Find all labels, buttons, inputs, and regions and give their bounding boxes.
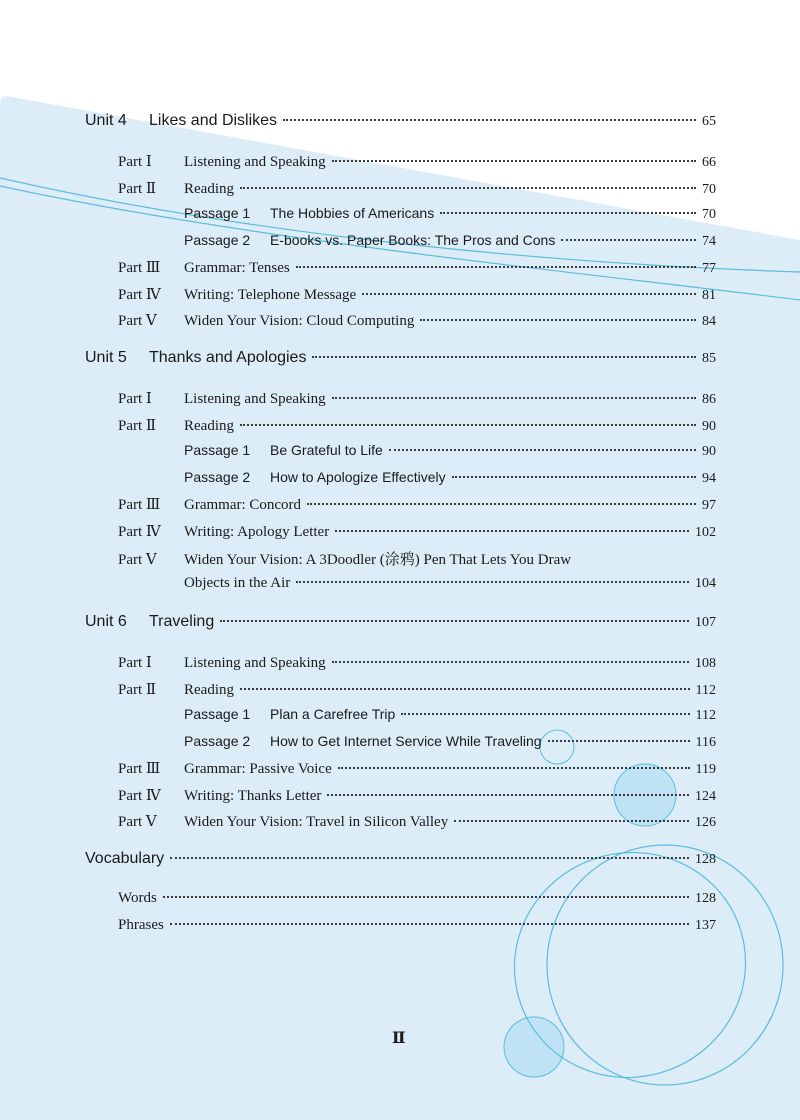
passage-title: How to Get Internet Service While Traveling [270,732,542,749]
dot-leader [389,449,696,451]
dot-leader [240,187,696,189]
dot-leader [170,923,689,925]
passage-entry[interactable] [184,232,716,250]
vocabulary-entry-title: Words [118,890,157,906]
part-entry[interactable] [118,389,716,408]
dot-leader [283,119,696,121]
passage-label: Passage 2 [184,231,251,248]
page-ref: 107 [695,615,716,630]
part-label: Part Ⅴ [118,313,157,329]
part-title: Widen Your Vision: Travel in Silicon Valley [184,814,449,830]
part-entry[interactable] [118,759,716,778]
page-number: Ⅱ [392,1030,406,1047]
part-title: Reading [184,417,234,434]
part-title: Widen Your Vision: A 3Doodler (涂鸦) Pen That Lets You Draw [184,552,572,568]
part-title: Grammar: Concord [184,497,302,513]
dot-leader [338,767,690,769]
page-ref: 104 [695,575,716,591]
part-entry[interactable] [118,548,716,569]
passage-title: Be Grateful to Life [270,442,383,458]
part-title: Writing: Apology Letter [184,523,330,540]
part-entry[interactable] [118,258,716,277]
page-ref: 124 [695,788,716,804]
part-entry[interactable] [118,522,716,541]
unit-heading[interactable] [85,349,716,367]
vocabulary-heading[interactable] [85,850,716,868]
part-entry[interactable] [118,786,716,805]
page-ref: 126 [695,815,716,830]
unit-name: Likes and Dislikes [149,112,278,129]
part-label: Part Ⅴ [118,814,157,830]
dot-leader [240,688,690,690]
passage-title: The Hobbies of Americans [270,205,435,221]
part-label: Part Ⅰ [118,154,152,170]
dot-leader [440,212,696,214]
page-ref: 108 [695,656,716,671]
unit-name: Traveling [149,613,215,630]
page-ref: 66 [702,155,716,170]
part-label: Part Ⅰ [118,391,152,407]
dot-leader [327,794,689,796]
part-title: Reading [184,180,234,197]
dot-leader [561,239,696,241]
part-entry[interactable] [118,152,716,171]
unit-number: Unit 5 [85,349,127,366]
dot-leader [296,581,689,583]
part-label: Part Ⅴ [118,552,157,568]
passage-label: Passage 2 [184,468,251,485]
part-entry[interactable] [118,179,716,198]
page-ref: 81 [702,287,716,303]
page-ref: 128 [695,891,716,906]
dot-leader [163,896,689,898]
part-entry[interactable] [118,285,716,304]
page-ref: 70 [702,207,716,222]
part-title: Grammar: Tenses [184,260,290,276]
part-title: Writing: Telephone Message [184,286,357,303]
part-label: Part Ⅳ [118,523,161,540]
page-ref: 84 [702,314,716,329]
page-ref: 77 [702,261,716,276]
part-title: Listening and Speaking [184,655,326,671]
part-entry[interactable] [118,653,716,672]
page-ref: 116 [695,734,716,750]
dot-leader [332,661,689,663]
passage-title: How to Apologize Effectively [270,468,446,485]
part-title: Grammar: Passive Voice [184,761,332,777]
passage-entry[interactable] [184,442,716,460]
dot-leader [307,503,696,505]
unit-heading[interactable] [85,112,716,130]
unit-heading[interactable] [85,613,716,631]
part-label: Part Ⅳ [118,787,161,804]
light-blue-panel [0,96,800,1120]
bubble-bottom [504,1017,564,1077]
unit-number: Unit 6 [85,613,127,630]
page-ref: 112 [695,708,716,723]
part-entry[interactable] [118,416,716,435]
vocabulary-title: Vocabulary [85,850,165,867]
page-ref: 94 [702,470,716,486]
dot-leader [335,530,689,532]
passage-label: Passage 1 [184,205,251,221]
dot-leader [170,857,689,859]
dot-leader [332,397,696,399]
passage-entry[interactable] [184,733,716,751]
unit-number: Unit 4 [85,112,127,129]
part-title: Listening and Speaking [184,391,326,407]
page-ref: 90 [702,418,716,434]
page-ref: 74 [702,233,716,249]
part-entry[interactable] [118,311,716,330]
dot-leader [420,319,696,321]
passage-title: Plan a Carefree Trip [270,706,396,722]
part-label: Part Ⅱ [118,417,157,434]
part-title-continuation: Objects in the Air [184,574,291,591]
page-ref: 90 [702,444,716,459]
passage-title: E-books vs. Paper Books: The Pros and Cons [270,231,556,248]
part-title: Widen Your Vision: Cloud Computing [184,313,415,329]
passage-entry[interactable] [184,469,716,487]
part-title: Reading [184,681,234,698]
passage-label: Passage 1 [184,706,251,722]
part-entry[interactable] [118,680,716,699]
part-title: Writing: Thanks Letter [184,787,322,804]
part-title: Listening and Speaking [184,154,326,170]
dot-leader [401,713,689,715]
page-ref: 97 [702,498,716,513]
dot-leader [548,740,690,742]
part-label: Part Ⅱ [118,681,157,698]
part-label: Part Ⅱ [118,180,157,197]
vocabulary-entry-title: Phrases [118,916,164,933]
part-label: Part Ⅰ [118,655,152,671]
part-entry[interactable] [118,812,716,831]
dot-leader [240,424,696,426]
part-label: Part Ⅲ [118,761,161,777]
dot-leader [296,266,696,268]
dot-leader [454,820,689,822]
dot-leader [362,293,696,295]
page-ref: 86 [702,392,716,407]
part-entry[interactable] [118,495,716,514]
page-ref: 128 [695,852,716,867]
part-label: Part Ⅲ [118,260,161,276]
vocabulary-entry[interactable] [118,890,716,907]
page-ref: 70 [702,181,716,197]
passage-label: Passage 2 [184,732,251,749]
dot-leader [220,620,689,622]
page-ref: 102 [695,524,716,540]
page-ref: 65 [702,114,716,129]
page-ref: 112 [695,682,716,698]
unit-name: Thanks and Apologies [149,349,307,366]
dot-leader [332,160,696,162]
part-entry-continuation[interactable] [184,575,716,592]
dot-leader [312,356,696,358]
passage-entry[interactable] [184,706,716,724]
page-ref: 137 [695,917,716,933]
passage-label: Passage 1 [184,442,251,458]
vocabulary-entry[interactable] [118,917,716,934]
page-ref: 85 [702,351,716,366]
part-label: Part Ⅳ [118,286,161,303]
dot-leader [452,476,696,478]
part-label: Part Ⅲ [118,497,161,513]
passage-entry[interactable] [184,205,716,223]
page-ref: 119 [695,762,716,777]
